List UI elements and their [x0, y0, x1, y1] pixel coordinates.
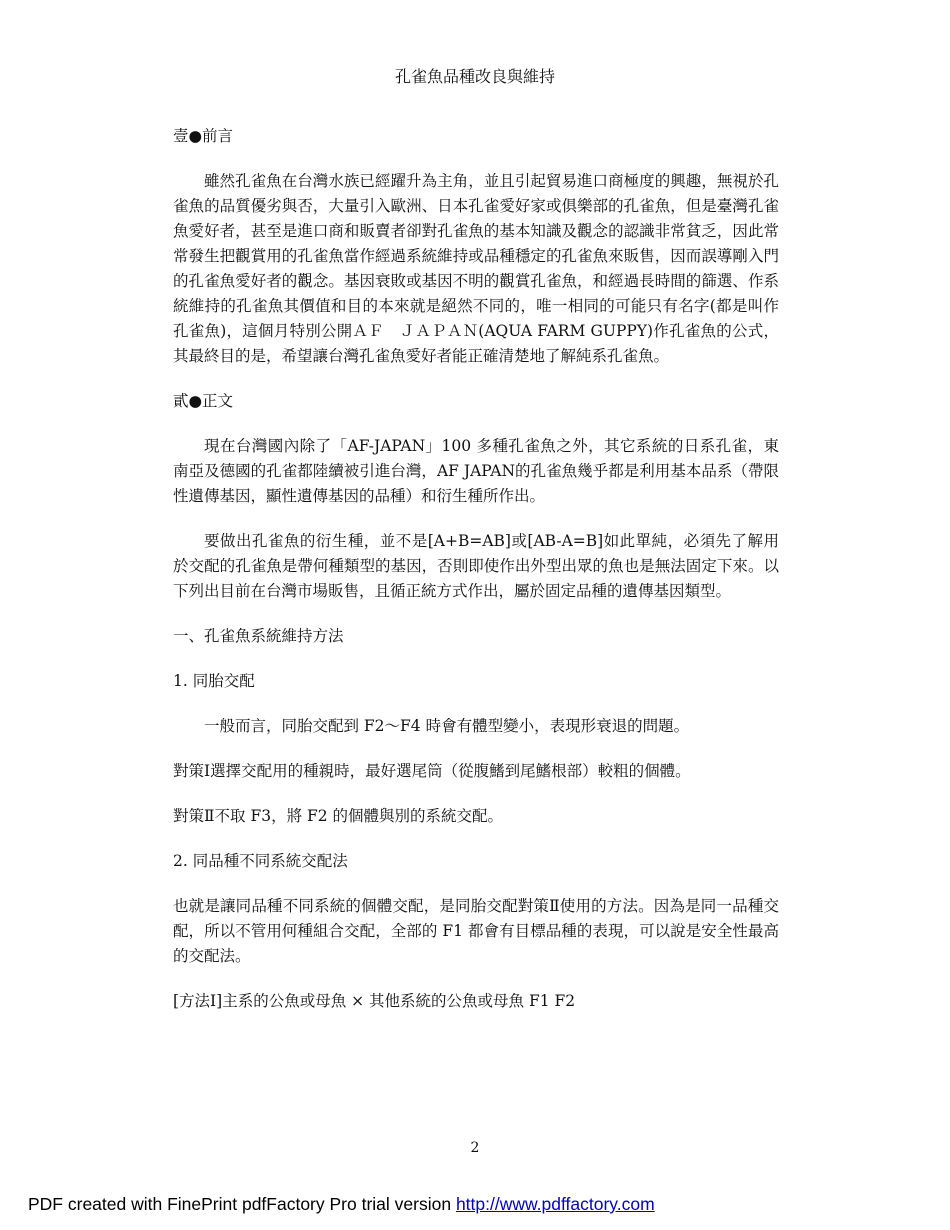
footer-link[interactable]: http://www.pdffactory.com [455, 1194, 655, 1214]
section-2-heading: 貳●正文 [173, 392, 234, 410]
subsection-1-heading: 一、孔雀魚系統維持方法 [173, 627, 344, 645]
footer-text: PDF created with FinePrint pdfFactory Pro trial version [28, 1194, 456, 1214]
pdf-footer [28, 1194, 655, 1215]
document-body [173, 124, 779, 1034]
method-1-line: [方法Ⅰ]主系的公魚或母魚 × 其他系統的公魚或母魚 F1 F2 [173, 992, 576, 1010]
section-2-paragraph-1: 現在台灣國內除了「AF-JAPAN」100 多種孔雀魚之外，其它系統的日系孔雀，東南亞及德國的孔雀都陸續被引進台灣，AF JAPAN的孔雀魚幾乎都是利用基本品系（帶限性遺傳基因，顯性遺傳基因的品種）和衍生種所作出。 [173, 437, 779, 505]
item-1-heading: 1. 同胎交配 [173, 672, 255, 690]
item-2-heading: 2. 同品種不同系統交配法 [173, 852, 348, 870]
item-1-paragraph: 一般而言，同胎交配到 F2～F4 時會有體型變小，表現形衰退的問題。 [204, 717, 690, 735]
section-1-heading: 壹●前言 [173, 127, 234, 145]
section-1-paragraph: 雖然孔雀魚在台灣水族已經躍升為主角，並且引起貿易進口商極度的興趣，無視於孔雀魚的品質優劣與否，大量引入歐洲、日本孔雀愛好家或俱樂部的孔雀魚，但是臺灣孔雀魚愛好者，甚至是進口商和販賣者卻對孔雀魚的基本知識及觀念的認識非常貧乏，因此常常發生把觀賞用的孔雀魚當作經過系統維持或品種穩定的孔雀魚來販售，因而誤導剛入門的孔雀魚愛好者的觀念。基因衰敗或基因不明的觀賞孔雀魚，和經過長時間的篩選、作系統維持的孔雀魚其價值和目的本來就是絕然不同的，唯一相同的可能只有名字(都是叫作孔雀魚)，這個月特別公開ＡＦ ＪＡＰＡＮ(AQUA FARM GUPPY)作孔雀魚的公式，其最終目的是，希望讓台灣孔雀魚愛好者能正確清楚地了解純系孔雀魚。 [173, 172, 779, 365]
countermeasure-1: 對策Ⅰ選擇交配用的種親時，最好選尾筒（從腹鰭到尾鰭根部）較粗的個體。 [173, 762, 691, 780]
item-2-paragraph: 也就是讓同品種不同系統的個體交配，是同胎交配對策Ⅱ使用的方法。因為是同一品種交配，所以不管用何種組合交配，全部的 F1 都會有目標品種的表現，可以說是安全性最高的交配法。 [173, 897, 779, 965]
page-header-title: 孔雀魚品種改良與維持 [394, 67, 555, 86]
page-number: 2 [470, 1140, 480, 1156]
countermeasure-2: 對策Ⅱ不取 F3，將 F2 的個體與別的系統交配。 [173, 807, 504, 825]
section-2-paragraph-2: 要做出孔雀魚的衍生種，並不是[A+B=AB]或[AB-A=B]如此單純，必須先了解用於交配的孔雀魚是帶何種類型的基因，否則即使作出外型出眾的魚也是無法固定下來。以下列出目前在台灣市場販售，且循正統方式作出，屬於固定品種的遺傳基因類型。 [173, 532, 779, 600]
